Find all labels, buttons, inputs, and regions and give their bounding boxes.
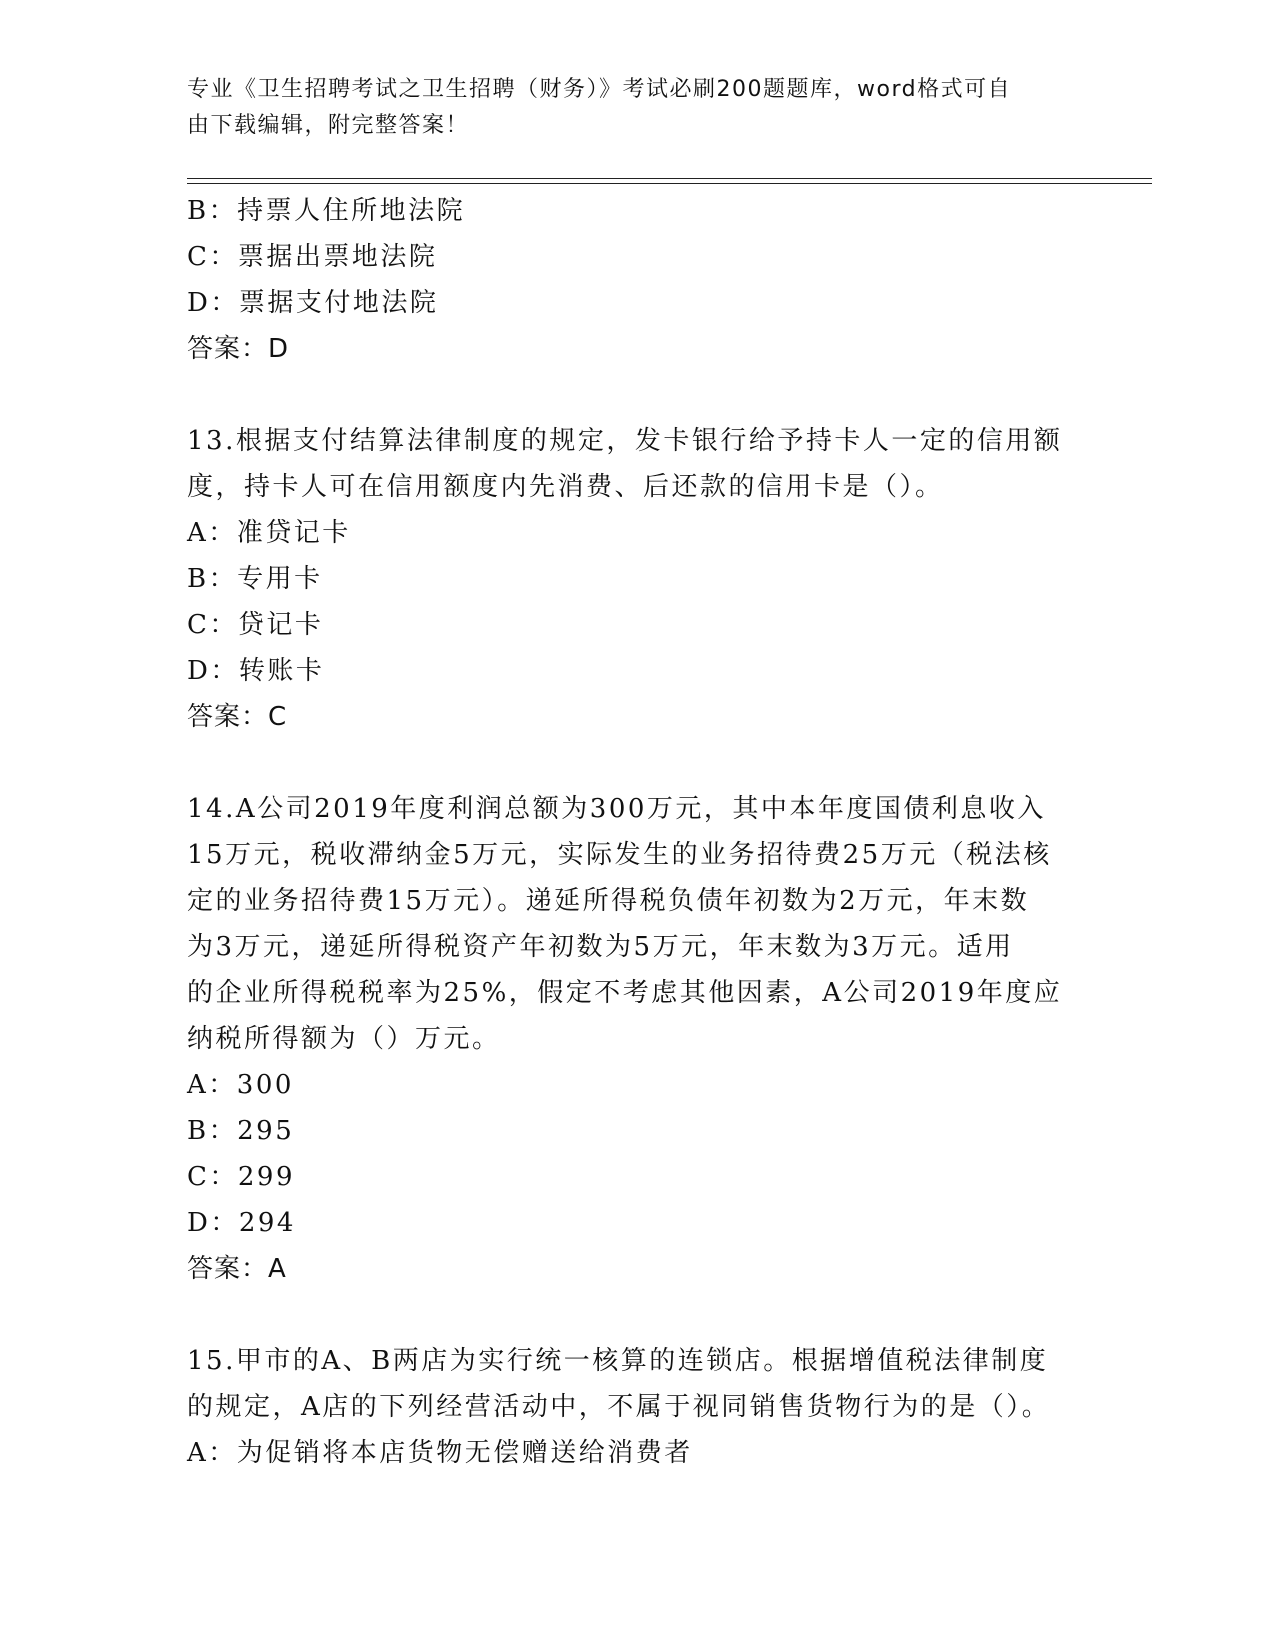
document-body (187, 188, 1087, 1476)
option-a: A：准贷记卡 (187, 518, 351, 548)
spacer (187, 740, 1087, 786)
header-line-1: 专业《卫生招聘考试之卫生招聘（财务）》考试必刷200题题库，word格式可自 (187, 77, 1012, 102)
option-d: D：294 (187, 1208, 296, 1238)
option-d: D：转账卡 (187, 656, 325, 686)
question-text: 15.甲市的A、B两店为实行统一核算的连锁店。根据增值税法律制度 (187, 1346, 1049, 1376)
question-text: 定的业务招待费15万元）。递延所得税负债年初数为2万元，年末数 (187, 886, 1030, 916)
spacer (187, 372, 1087, 418)
option-c: C：贷记卡 (187, 610, 324, 640)
document-header (187, 72, 1067, 144)
question-14 (187, 786, 1087, 1292)
question-text: 为3万元，递延所得税资产年初数为5万元，年末数为3万元。适用 (187, 932, 1014, 962)
answer: 答案：C (187, 702, 288, 732)
answer: 答案：D (187, 334, 290, 364)
question-text: 14.A公司2019年度利润总额为300万元，其中本年度国债利息收入 (187, 794, 1046, 824)
question-text: 的企业所得税税率为25%，假定不考虑其他因素，A公司2019年度应 (187, 978, 1063, 1008)
option-c: C：票据出票地法院 (187, 242, 438, 272)
question-text: 纳税所得额为（）万元。 (187, 1024, 501, 1054)
question-text: 13.根据支付结算法律制度的规定，发卡银行给予持卡人一定的信用额 (187, 426, 1063, 456)
question-12-tail (187, 188, 1087, 372)
option-d: D：票据支付地法院 (187, 288, 439, 318)
question-15 (187, 1338, 1087, 1476)
option-b: B：295 (187, 1116, 295, 1146)
header-line-2: 由下载编辑，附完整答案！ (187, 113, 470, 138)
option-c: C：299 (187, 1162, 296, 1192)
option-a: A：为促销将本店货物无偿赠送给消费者 (187, 1438, 693, 1468)
question-text: 的规定，A店的下列经营活动中，不属于视同销售货物行为的是（）。 (187, 1392, 1051, 1422)
header-rule-bottom (187, 183, 1152, 184)
option-a: A：300 (187, 1070, 294, 1100)
option-b: B：专用卡 (187, 564, 323, 594)
header-rule-top (187, 178, 1152, 179)
question-text: 度，持卡人可在信用额度内先消费、后还款的信用卡是（）。 (187, 472, 944, 502)
answer: 答案：A (187, 1254, 287, 1284)
option-b: B：持票人住所地法院 (187, 196, 466, 226)
spacer (187, 1292, 1087, 1338)
question-text: 15万元，税收滞纳金5万元，实际发生的业务招待费25万元（税法核 (187, 840, 1052, 870)
question-13 (187, 418, 1087, 740)
